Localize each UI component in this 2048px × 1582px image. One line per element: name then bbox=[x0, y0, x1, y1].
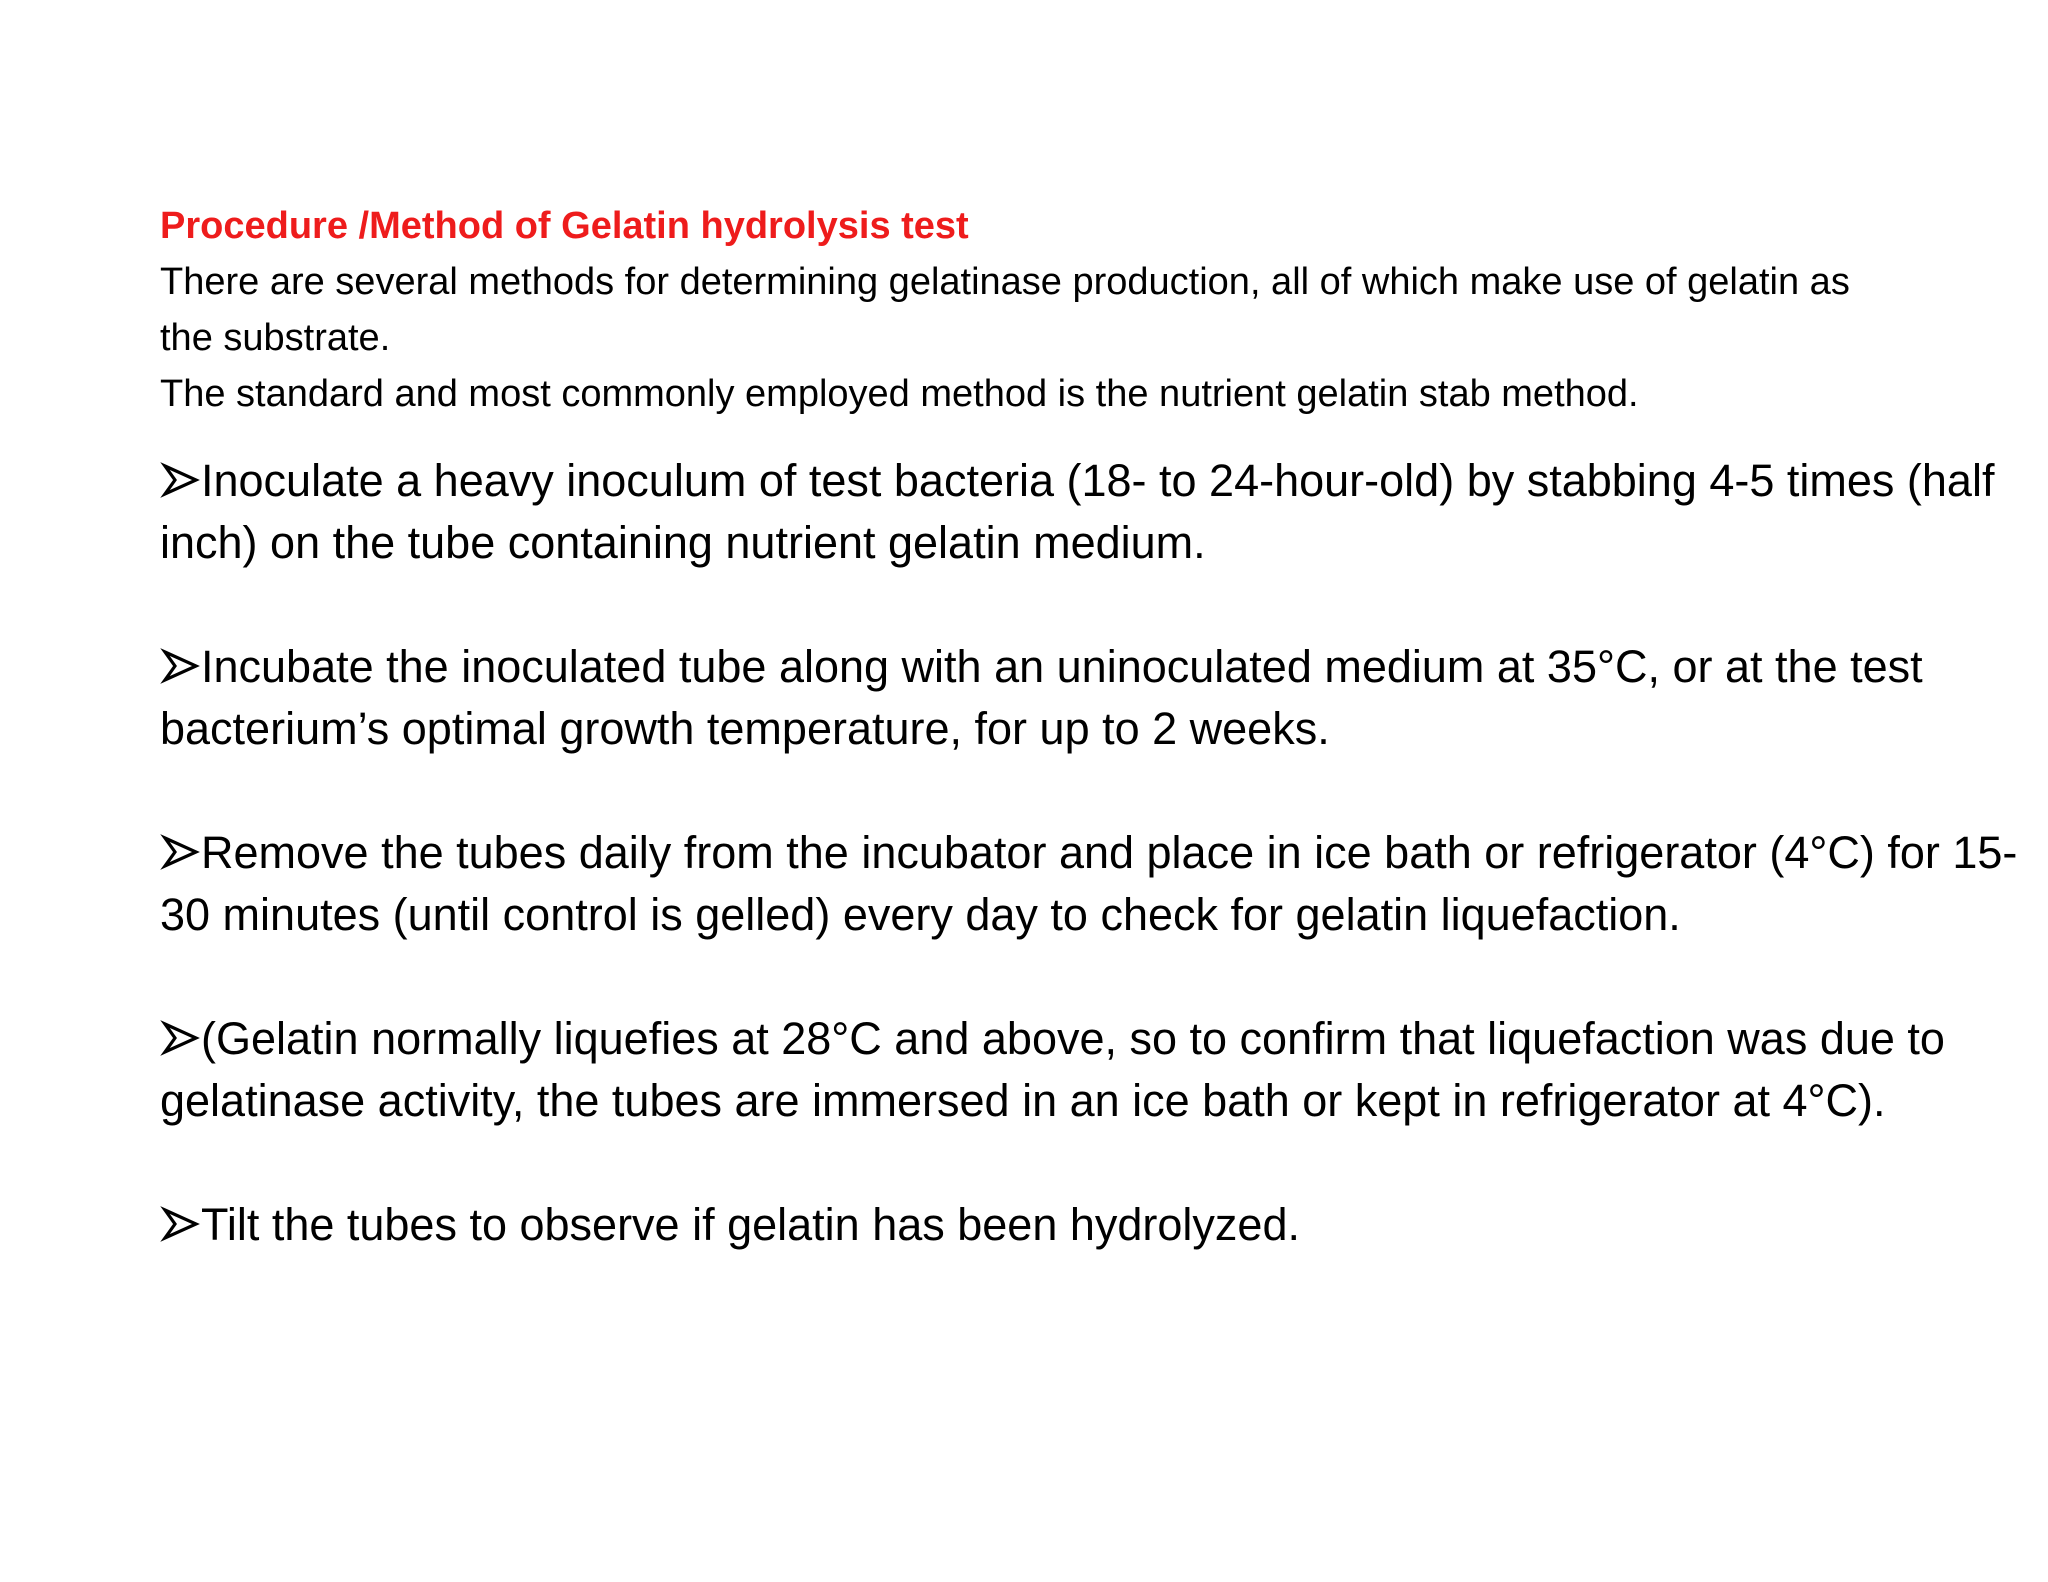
procedure-step bbox=[160, 450, 2020, 574]
arrowhead-bullet-icon bbox=[160, 1018, 200, 1058]
arrowhead-bullet-icon bbox=[160, 646, 200, 686]
procedure-step-text: Incubate the inoculated tube along with an uninoculated medium at 35°C, or at the test bacterium’s optimal growth temperature, for up to 2 weeks. bbox=[160, 641, 1923, 754]
procedure-step-text: Remove the tubes daily from the incubator and place in ice bath or refrigerator (4°C) for 15-30 minutes (until control is gelled) every day to check for gelatin liquefaction. bbox=[160, 827, 2018, 940]
slide-content bbox=[160, 198, 2020, 1256]
procedure-steps-list bbox=[160, 450, 2020, 1256]
arrowhead-bullet-icon bbox=[160, 460, 200, 500]
procedure-step bbox=[160, 1008, 2020, 1132]
procedure-step-text: (Gelatin normally liquefies at 28°C and above, so to confirm that liquefaction was due to gelatinase activity, the tubes are immersed in an ice bath or kept in refrigerator at 4°C). bbox=[160, 1013, 1945, 1126]
procedure-step bbox=[160, 636, 2020, 760]
intro-paragraph bbox=[160, 254, 1850, 422]
intro-line-1: There are several methods for determining gelatinase production, all of which make use of gelatin as the substrate. bbox=[160, 261, 1850, 359]
procedure-step-text: Tilt the tubes to observe if gelatin has been hydrolyzed. bbox=[201, 1199, 1300, 1250]
arrowhead-bullet-icon bbox=[160, 832, 200, 872]
intro-line-2: The standard and most commonly employed method is the nutrient gelatin stab method. bbox=[160, 373, 1639, 415]
procedure-step bbox=[160, 822, 2020, 946]
slide-heading: Procedure /Method of Gelatin hydrolysis test bbox=[160, 205, 969, 247]
procedure-step bbox=[160, 1194, 2020, 1256]
procedure-step-text: Inoculate a heavy inoculum of test bacteria (18- to 24-hour-old) by stabbing 4-5 times (half inch) on the tube containing nutrient gelatin medium. bbox=[160, 455, 1995, 568]
arrowhead-bullet-icon bbox=[160, 1204, 200, 1244]
